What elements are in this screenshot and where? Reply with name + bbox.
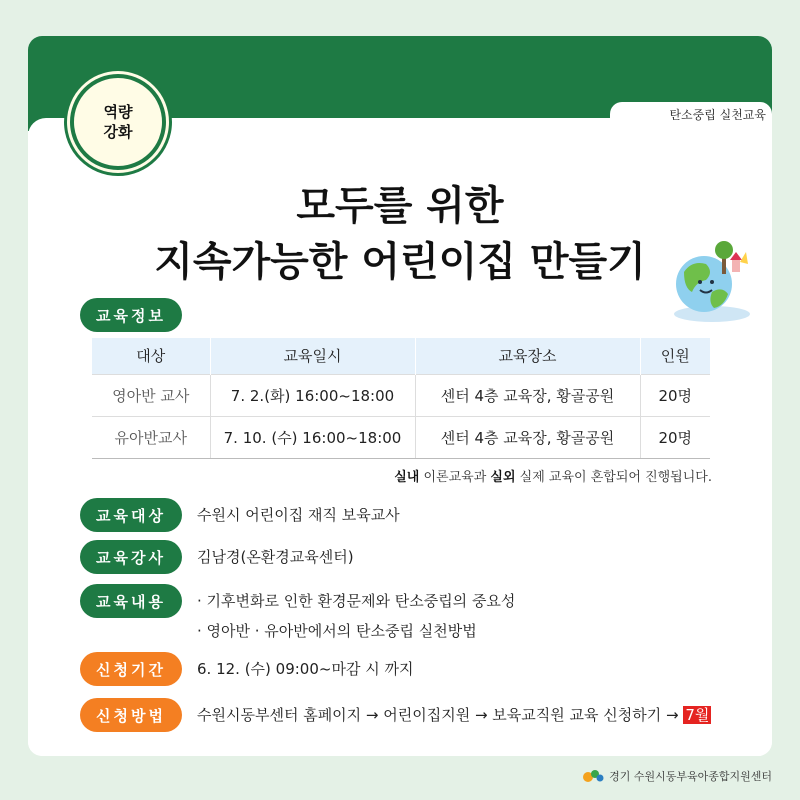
header-count: 인원 [640, 338, 710, 374]
table-row [92, 416, 710, 458]
cell-target: 영아반 교사 [92, 374, 210, 416]
footer-org-name: 경기 수원시동부육아종합지원센터 [609, 770, 772, 783]
period-text: 6. 12. (수) 09:00~마감 시 까지 [197, 660, 414, 678]
category-label: 탄소중립 실천교육 [669, 108, 766, 122]
section-method-label: 신청방법 [80, 698, 182, 732]
section-info-label: 교육정보 [80, 298, 182, 332]
target-text: 수원시 어린이집 재직 보육교사 [197, 506, 400, 524]
earth-icon [662, 232, 758, 328]
cell-target: 유아반교사 [92, 416, 210, 458]
title-line-2: 지속가능한 어린이집 만들기 [154, 239, 646, 285]
header-datetime: 교육일시 [210, 338, 415, 374]
badge [70, 74, 166, 170]
section-instructor-label: 교육강사 [80, 540, 182, 574]
note-text-1: 이론교육과 [419, 470, 491, 485]
method-path: 수원시동부센터 홈페이지 → 어린이집지원 → 보육교직원 교육 신청하기 → [197, 706, 679, 724]
badge-line-2: 강화 [103, 123, 133, 141]
header-location: 교육장소 [415, 338, 640, 374]
center-logo-icon [582, 768, 604, 784]
badge-line-1: 역량 [103, 102, 133, 121]
note-outdoor: 실외 [490, 470, 516, 485]
cell-datetime: 7. 10. (수) 16:00~18:00 [210, 416, 415, 458]
table-row [92, 374, 710, 416]
title-line-1: 모두를 위한 [296, 183, 504, 229]
section-target-label: 교육대상 [80, 498, 182, 532]
cell-count: 20명 [640, 374, 710, 416]
cell-location: 센터 4층 교육장, 황골공원 [415, 374, 640, 416]
cell-datetime: 7. 2.(화) 16:00~18:00 [210, 374, 415, 416]
instructor-text: 김남경(온환경교육센터) [197, 548, 354, 566]
cell-location: 센터 4층 교육장, 황골공원 [415, 416, 640, 458]
method-text [197, 704, 711, 725]
footer [582, 768, 772, 784]
table-header-row [92, 338, 710, 374]
table-note [394, 466, 712, 485]
method-highlight: 7월 [685, 706, 710, 724]
header-target: 대상 [92, 338, 210, 374]
section-period-label: 신청기간 [80, 652, 182, 686]
content-item-1: · 기후변화로 인한 환경문제와 탄소중립의 중요성 [197, 592, 516, 610]
schedule-table [92, 338, 710, 459]
cell-count: 20명 [640, 416, 710, 458]
note-text-2: 실제 교육이 혼합되어 진행됩니다. [515, 470, 712, 485]
section-content-label: 교육내용 [80, 584, 182, 618]
content-item-2: · 영아반 · 유아반에서의 탄소중립 실천방법 [197, 622, 477, 640]
note-indoor: 실내 [394, 470, 420, 485]
